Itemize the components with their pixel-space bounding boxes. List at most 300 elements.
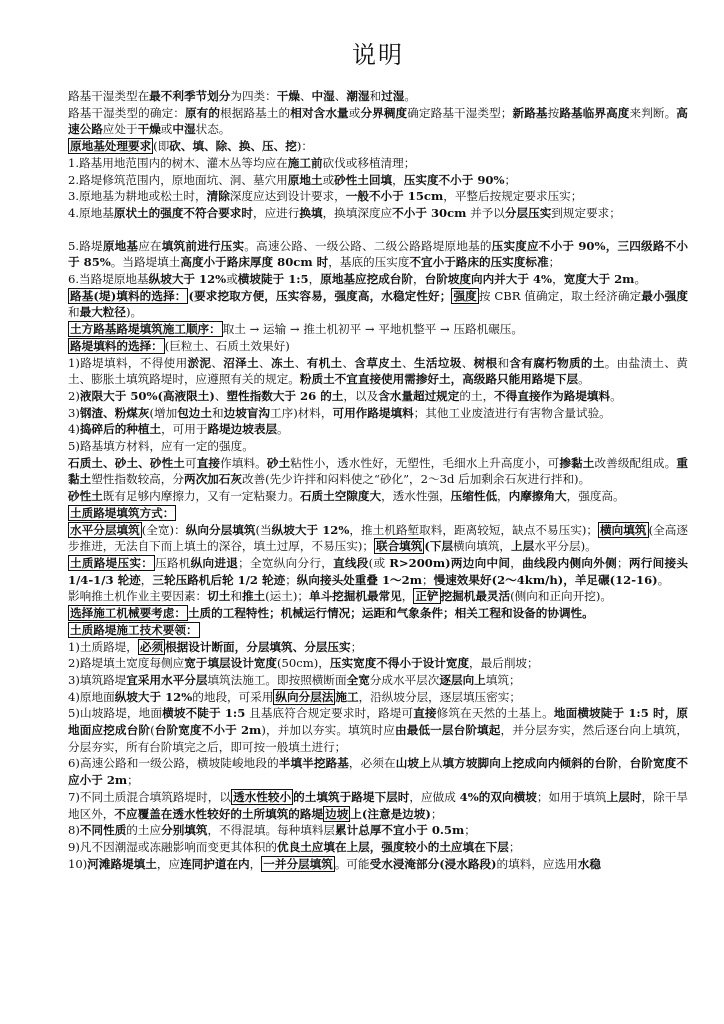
text-run: ， [392,172,404,187]
text-run: 的土， [459,388,495,403]
bold-text: 冻土 [270,355,295,370]
bold-text: 台阶坡度向内并大于 4% [424,272,553,287]
bold-text: 一般不小于 15cm [345,189,444,204]
text-run: 砍伐或移植清理； [322,155,416,170]
text-run: 9)凡不因潮湿或冻融影响而变更其体积的 [68,839,277,854]
text-run: 8) [68,823,80,838]
text-run: 3) [68,405,80,420]
boxed-term: 土质路堤填筑方式： [70,505,175,520]
bold-text: 土质的工程特性；机械运行情况；运距和气象条件；相关工程和设备的协调性。 [187,606,594,621]
paragraph [68,188,688,205]
bold-text: 淤泥 [187,355,212,370]
boxed-term: 透水性较小 [233,789,292,804]
bold-text: 台阶宽度不小于 2m [154,723,262,738]
bold-text: 原状土的强度不符合要求时 [113,205,253,220]
bold-text: 慢速效果好(2～4km/h)，羊足碾(12-16) [433,572,658,587]
text-run: 分成水平层次 [369,672,440,687]
text-run: “砂化”，2～3d 后加剩余石灰进行拌和)。 [374,472,591,487]
bold-text: 根据设计断面，分层填筑、分层压实 [165,639,351,654]
text-run: 既有足够内摩擦力，又有一定粘聚力。 [102,489,300,504]
text-run: ， [140,572,153,587]
bold-text: (下层 [424,539,454,554]
document-body [68,88,688,872]
text-run: 影响推土机作业主要因素： [68,589,208,604]
text-run: 4)原地面 [68,689,115,704]
bold-text: 分界稠度 [360,105,408,120]
text-run: (全宽)： [141,522,186,537]
bold-text: 4%的双向横坡 [459,789,537,804]
bold-text: 半填半挖路基 [278,756,349,771]
text-run: ； [548,255,561,270]
bold-text: 钢渣、粉煤灰 [79,405,150,420]
text-run: 3.原地基为耕地或松土时， [68,189,207,204]
bold-text: 高速公路 [68,105,688,137]
bold-text: 地面横坡陡于 1:5 时，原地面应挖成台阶 [68,706,688,738]
bold-text: 砂土 [266,455,291,470]
text-run: 来判断。 [629,105,677,120]
bold-text: 分层压实 [504,205,552,220]
text-run: 、 [402,355,415,370]
text-run: (运土)； [265,589,309,604]
paragraph [68,438,688,455]
text-run: ，除干旱地区外， [68,789,688,821]
text-run: ，强度高。 [566,489,625,504]
bold-text: 直接 [196,455,221,470]
text-run: ，换填深度应 [322,205,393,220]
bold-text: 宽度大于 2m [563,272,635,287]
text-run: 到规定要求； [551,205,621,220]
text-run: ； [350,639,363,654]
text-run: 2)路堤填土宽度每侧应 [68,656,185,671]
text-run: 深度应达到设计要求， [229,189,346,204]
bold-text: 推土 [241,589,266,604]
paragraph-gap [68,222,688,238]
text-run: ，以及 [343,388,379,403]
text-run: 为四类： [230,89,277,103]
boxed-term: 联合填筑 [375,539,423,554]
text-run: 且基底符合规定要求时，路堤可 [245,706,414,721]
paragraph [68,205,688,222]
paragraph [68,705,688,755]
boxed-term: 土方路基路堤填筑施工顺序： [70,322,221,337]
text-run: ， [401,589,414,604]
bold-text: 直接 [413,706,437,721]
text-run: 可 [184,455,197,470]
bold-text: 切土 [207,589,231,604]
bold-text: 路基临界高度 [559,105,630,120]
bold-text: 纵坡大于 12% [271,522,350,537]
text-run: ， [308,272,321,287]
text-run: 。 [657,572,670,587]
text-run: ，沿纵坡分层，逐层填压密实； [358,689,521,704]
text-run: ，并分层夯实，然后逐台向上填筑，分层夯实，所有台阶填完之后，即可按一般填土进行； [68,723,688,754]
bold-text: 沼泽土 [223,355,260,370]
bold-text: 中湿 [311,89,335,103]
text-run: 10) [68,856,88,871]
bold-text: 宽于填层设计宽度 [184,656,278,671]
text-run: ，推土机路堑取料，距离较短，缺点不易压实)； [349,522,599,537]
text-run: ； [422,572,434,587]
paragraph [68,321,688,338]
bold-text: 生活垃圾 [414,355,462,370]
text-run: 1)土质路堤， [68,639,138,654]
paragraph [68,271,688,288]
bold-text: 挖掘机最灵活 [440,589,511,604]
boxed-term: 土质路堤施工技术要领： [70,622,198,637]
text-run: 修筑在天然的土基上。 [436,706,554,721]
text-run: 或 [160,122,173,137]
bold-text: 新路基 [512,105,548,120]
paragraph [68,755,688,788]
paragraph [68,822,688,839]
text-run: 或 [322,172,335,187]
text-run: 应处于 [102,122,138,137]
text-run: 的土应 [126,823,162,838]
bold-text: 不同性质 [79,823,127,838]
text-run: 2) [68,388,80,403]
bold-text: 边坡盲沟 [223,405,270,420]
paragraph [68,388,688,405]
bold-text: 施工前 [287,155,323,170]
text-run: ( [150,723,155,738]
bold-text: 砍、填、除、换、压、挖 [169,139,297,154]
bold-text: 连同护道在内 [180,856,250,871]
bold-text: 纵向接头处重叠 1～2m [296,572,422,587]
text-run: 、 [461,355,474,370]
bold-text: 三轮压路机后轮 1/2 轮迹 [152,572,286,587]
text-run: 改善级配组成。 [594,455,677,470]
text-run: 。由盐渍土、黄土、膨胀土填筑路堤时，应遵照有关的规定。 [68,355,688,387]
text-run: 路基干湿类型的确定： [68,105,185,120]
text-run: 。当路堤填土 [110,255,181,270]
bold-text: 两次加石灰 [183,472,242,487]
text-run: ，基底的压实度 [328,255,410,270]
bold-text: 纵坡大于 12% [114,689,193,704]
paragraph [68,605,688,622]
text-run: ； [430,806,443,821]
text-run: 路基干湿类型在 [68,89,150,103]
text-run: ，最后削坡； [469,656,539,671]
bold-text: 重黏土 [68,455,688,487]
paragraph [68,672,688,689]
paragraph [68,522,688,555]
bold-text: 的土填筑于路堤下层时 [293,789,410,804]
text-run: 4.原地基 [68,205,114,220]
text-run: 。 [634,272,647,287]
text-run: ；如用于填筑 [536,789,607,804]
bold-text: 高度小于路床厚度 80cm 时 [180,255,329,270]
boxed-term: 横向填筑 [600,522,647,537]
bold-text: 石质土空隙度大 [299,489,382,504]
bold-text: 石质土、砂土、砂性土 [68,455,185,470]
bold-text: 水稳 [577,856,601,871]
text-run: 工序)材料， [270,405,333,420]
bold-text: 填筑前进行压实 [161,238,245,253]
bold-text: 相对含水量 [290,105,349,120]
bold-text: 压实宽度不得小于设计宽度 [329,656,470,671]
text-run: ，应进行 [252,205,300,220]
text-run: 填筑法施工。即按照横断面 [207,672,347,687]
text-run: 根据路基土的 [220,105,291,120]
text-run: 从 [430,756,443,771]
bold-text: 砂性土 [68,489,103,504]
text-run: (增加 [149,405,178,420]
text-run: 。 [277,422,289,437]
text-run: 状态。 [195,122,231,137]
bold-text: 直线段 [333,555,369,570]
text-run: 和 [230,589,242,604]
text-run: 3)填筑路堤 [68,672,127,687]
text-run: 、 [294,355,307,370]
paragraph [68,622,688,639]
text-run: ；全宽纵向分行， [238,555,334,570]
text-run: 6.当路堤原地基 [68,272,149,287]
bold-text: (注意是边坡) [361,806,431,821]
paragraph [68,338,688,355]
bold-text: 原地基 [102,238,139,253]
text-run: )，并加以夯实。填筑时应 [261,723,395,738]
text-run: ， [413,272,425,287]
paragraph [68,421,688,438]
paragraph [68,505,688,522]
text-run: 1.路基用地范围内的树木、灌木丛等均应在 [68,155,288,170]
bold-text: 河滩路堤填土 [87,856,157,871]
bold-text: 不得直接作为路堤填料 [494,388,611,403]
bold-text: 树根 [473,355,498,370]
text-run: 。 [578,372,590,387]
paragraph [68,856,688,873]
text-run: 和 [497,355,510,370]
bold-text: 粉质土不宜直接使用需掺好土，高级路只能用路堤下层 [299,372,579,387]
paragraph [68,839,688,856]
text-run: 填筑； [485,672,521,687]
paragraph [68,639,688,656]
text-run: ， [249,856,262,871]
bold-text: 压实度应不小于 90%，三四级路不小于 85% [68,238,688,270]
bold-text: 填方坡脚向上挖成向内倾斜的台阶 [442,756,618,771]
bold-text: 横坡不陡于 1:5 [162,706,246,721]
paragraph [68,689,688,706]
text-run: 应在 [138,238,162,253]
bold-text: 两行间接头 1/4-1/3 轮迹 [68,555,688,587]
bold-text: 施工 [335,689,359,704]
text-run: 的地段，可采用 [192,689,274,704]
text-run: 2.路堤修筑范围内，原地面坑、洞、墓穴用 [68,172,288,187]
text-run: ； [127,773,139,788]
text-run: (即 [153,139,170,154]
bold-text: 全宽 [346,672,370,687]
text-run: 作填料。 [220,455,267,470]
bold-text: 含有腐朽物质的土 [509,355,605,370]
boxed-term: 边坡 [325,806,349,821]
text-run: 水平分层)。 [534,539,597,554]
bold-text: 捣碎后的种植土 [79,422,162,437]
text-run: 改善(先少许拌和闷料使之 [241,472,375,487]
text-run: ，平整后按规定要求压实； [443,189,583,204]
bold-text: 压缩性低 [450,489,498,504]
bold-text: 横坡陡于 1:5 [237,272,309,287]
paragraph [68,172,688,189]
bold-text: (要求挖取方便，压实容易，强度高，水稳定性好； [188,288,452,303]
bold-text: 纵向进退 [190,555,239,570]
text-run: ； [508,839,521,854]
text-run: 。 [610,388,622,403]
text-run: 和 [212,405,224,420]
text-run: 5.路堤 [68,238,103,253]
text-run: ； [504,172,517,187]
bold-text: 最不利季节划分 [149,89,231,103]
bold-text: 干燥 [137,122,161,137]
text-run: 1)路堤填料，不得使用 [68,355,188,370]
paragraph [68,105,688,138]
bold-text: 上层 [511,539,535,554]
paragraph [68,555,688,588]
text-run: ，应做成 [409,789,460,804]
bold-text: 受水浸淹部分(浸水路段) [369,856,497,871]
text-run: ； [464,823,476,838]
text-run: 、 [299,89,312,103]
paragraph [68,455,688,488]
paragraph [68,789,688,822]
bold-text: 纵坡大于 12% [148,272,227,287]
boxed-term: 土质路堤压实： [70,555,154,570]
paragraph [68,405,688,422]
paragraph [68,88,688,105]
text-run: 5)路基填方材料，应有一定的强度。 [68,439,254,454]
text-run: ， [510,555,523,570]
bold-text: 山坡上 [395,756,431,771]
text-run: 取土 → 运输 → 推土机初平 → 平地机整平 → 压路机碾压。 [222,322,523,337]
bold-text: 砂性土回填 [334,172,393,187]
paragraph [68,655,688,672]
bold-text: 塑性指数大于 26 的土 [226,388,344,403]
bold-text: 原地基应挖成台阶 [320,272,413,287]
text-run: (侧向和正向开挖)。 [510,589,612,604]
text-run: 4) [68,422,80,437]
text-run: ，不得混填。每种填料层 [207,823,336,838]
text-run: ； [285,572,297,587]
bold-text: 分别填筑 [161,823,208,838]
bold-text: 逐层向上 [439,672,486,687]
bold-text: 原有的 [184,105,221,120]
paragraph [68,588,688,605]
text-run: 5)山坡路堤，地面 [68,706,163,721]
text-run: 并予以 [466,205,505,220]
text-run: (全高逐步推进，无法自下而上填土的深谷，填土过厚，不易压实)； [68,522,688,554]
bold-text: 掺黏土 [559,455,595,470]
boxed-term: 路堤填料的选择： [70,338,163,353]
bold-text: 液限大于 50%(高液限土) [79,388,215,403]
bold-text: 不应覆盖在透水性较好的土所填筑的路堤 [114,806,324,821]
boxed-term: 必须 [139,639,164,654]
text-run: ；其他工业废渣进行有害物含量试验。 [413,405,611,420]
text-run: 按 [547,105,560,120]
bold-text: 曲线段内侧向外侧 [522,555,617,570]
text-run: ，透水性强， [381,489,451,504]
text-run: 或 [348,105,361,120]
bold-text: 宜采用水平分层 [126,672,208,687]
text-run: 确定路基干湿类型； [407,105,513,120]
text-run: )： [296,139,313,154]
bold-text: 清除 [206,189,230,204]
bold-text: 台阶宽度不应小于 2m [68,756,688,788]
bold-text: 含草皮土 [354,355,403,370]
boxed-term: 水平分层填筑 [70,522,140,537]
bold-text: 不宜小于路床的压实度标准 [409,255,549,270]
bold-text: 累计总厚不宜小于 0.5m [335,823,465,838]
text-run: ， [497,489,509,504]
text-run: ，应 [156,856,181,871]
boxed-term: 强度 [453,288,477,303]
bold-text: 潮湿 [346,89,370,103]
text-run: 的填料，应选用 [496,856,578,871]
bold-text: 上 [350,806,362,821]
text-run: 、 [259,355,271,370]
text-run: 6)高速公路和一级公路，横坡陡峻地段的 [68,756,279,771]
boxed-term: 纵向分层法 [275,689,334,704]
text-run: 横向填筑， [453,539,512,554]
bold-text: 可用作路堤填料 [332,405,414,420]
text-run: (巨粒土、石质土效果好) [164,338,290,353]
bold-text: 最小强度 [641,288,688,303]
text-run: ，可用于 [161,422,208,437]
bold-text: 原地土 [287,172,323,187]
text-run: ， [552,272,564,287]
boxed-term: 正铲 [415,589,439,604]
text-run: 、 [334,89,347,103]
paragraph [68,288,688,321]
bold-text: R>200m)两边向中间 [389,555,511,570]
bold-text: 纵向分层填筑 [185,522,256,537]
bold-text: 上层时 [606,789,642,804]
text-run: ，必须在 [348,756,396,771]
paragraph [68,138,688,155]
bold-text: 换填 [299,205,323,220]
boxed-term: 一并分层填筑 [263,856,333,871]
bold-text: 有机土 [306,355,343,370]
text-run: 。高速公路、一级公路、二级公路路堤原地基的 [244,238,492,253]
text-run: (50cm)， [277,656,330,671]
text-run: 粘性小，透水性好，无塑性，毛细水上升高度小，可 [290,455,560,470]
page-title: 说明 [352,41,404,69]
bold-text: 单斗挖掘机最常见 [308,589,402,604]
bold-text: 包边土 [177,405,212,420]
text-run: )。 [126,305,143,320]
bold-text: 压实度不小于 90% [403,172,505,187]
text-run: 压路机 [155,555,191,570]
text-run: 按 CBR 值确定，取土经济确定 [478,288,642,303]
boxed-term: 选择施工机械要考虑： [70,606,186,621]
paragraph [68,355,688,388]
boxed-term: 原地基处理要求 [70,139,152,154]
boxed-term: 路基(堤)填料的选择： [70,288,187,303]
text-run: ； [617,555,629,570]
bold-text: 内摩擦角大 [508,489,567,504]
bold-text: 最大粒径 [79,305,126,320]
text-run: 。可能 [334,856,370,871]
bold-text: 由最低一层台阶填起 [394,723,501,738]
text-run: ， [617,756,630,771]
text-run: (当 [255,522,272,537]
paragraph [68,238,688,271]
text-run: 、 [342,355,355,370]
text-run: 塑性指数较高，分 [91,472,184,487]
text-run: 、 [211,355,224,370]
text-run: 7)不同土质混合填筑路堤时，以 [68,789,232,804]
text-run: 或 [226,272,238,287]
text-run: 、 [214,388,227,403]
bold-text: 含水量超过规定 [378,388,460,403]
